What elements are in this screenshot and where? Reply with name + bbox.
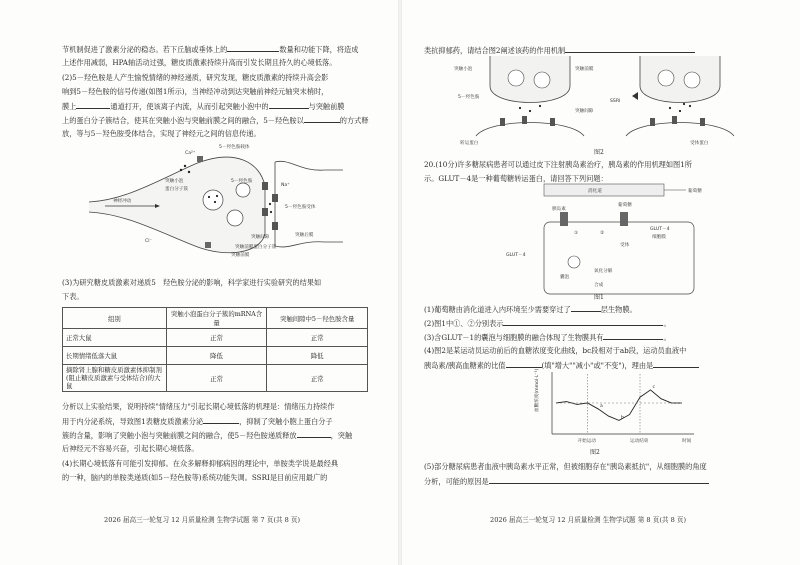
text-line: 上的蛋白分子簇结合，使其在突触小泡与突触前膜之间的融合，5－羟色胺以 的方式释	[62, 116, 369, 125]
table-cell: 正常	[267, 329, 368, 347]
text-line: 簇的含量，影响了突触小泡与突触前膜之间的融合，使5－羟色胺递质释放 ，突触	[62, 431, 353, 440]
table-cell: 降低	[166, 347, 267, 365]
text-line: 示。GLUT－4是一种葡萄糖转运蛋白，请回答下列问题：	[424, 174, 608, 183]
text-line: 类抗抑郁药，请结合图2阐述该药的作用机制	[424, 45, 695, 55]
figure-caption: 图1	[594, 294, 604, 301]
table-cell: 摘除肾上腺和糖皮质激素体抑制剂(阻止糖皮质激素与受体结合)的大鼠	[63, 365, 167, 392]
synaptic-vesicle	[227, 210, 243, 226]
table-header: 组别	[63, 308, 167, 329]
curve-point-label: c	[652, 384, 656, 390]
fig1-label: 突触前膜蛋白分子簇	[235, 245, 277, 250]
x-axis-label: 时间	[682, 439, 692, 444]
table-header: 突触间隙中5－羟色胺含量	[267, 308, 368, 329]
ssri-figure	[454, 56, 750, 148]
text-line: (1)葡萄糖由消化道进入内环境至少需要穿过了 层生物膜。	[424, 305, 637, 314]
right-page	[400, 0, 800, 565]
text-line: (2)图1中①、②分别表示 。	[424, 319, 671, 328]
fig1-label: Na⁺	[281, 183, 290, 188]
text-line: 上述作用减弱，HPA轴活动过强，糖皮质激素持续升高而引发长期且持久的心境低落。	[62, 58, 337, 67]
table-row	[63, 365, 368, 392]
curve-point-label: b	[621, 415, 624, 421]
table-cell: 正常	[166, 329, 267, 347]
synaptic-vesicle	[203, 190, 223, 210]
text-line: (3)为研究糖皮质激素对递质5 羟色胺分泌的影响，科学家进行实验研究的结果如	[62, 278, 322, 287]
table-row	[63, 329, 368, 347]
fig1-label: Ca²⁺	[185, 151, 196, 156]
fig1-label: 蛋白分子簇	[165, 187, 188, 192]
insulin-label: 胰岛素	[552, 207, 566, 212]
text-line: 下表。	[62, 292, 84, 301]
fig2-label: 突触间隙	[575, 109, 594, 114]
insulin-label: 囊泡	[560, 275, 570, 280]
channel-icon	[205, 242, 211, 248]
receptor-icon	[272, 222, 278, 230]
insulin-label: 合成	[594, 283, 604, 288]
fig1-label: 5－羟色胺载体	[219, 145, 250, 150]
figure-caption: 图2	[590, 449, 600, 456]
text-line: (4)长期心境低落有可能引发抑郁。在众多解释抑郁病因的理论中，单胺类学说是最经典	[62, 459, 339, 468]
presynaptic-terminal	[89, 157, 265, 253]
table-cell: 降低	[267, 347, 368, 365]
text-line: 的一种，脑内的单胺类递质(如5－羟色胺等)系统功能失调。SSRI是目前应用最广的	[62, 473, 328, 482]
text-line: 节机制促进了激素分泌的稳态。若下丘脑或垂体上的 数量和功能下降，将造成	[62, 45, 359, 54]
text-line: 放，等与5－羟色胺受体结合，实现了神经元之间的信息传递。	[62, 129, 261, 138]
fig2-label: SSRI	[610, 99, 621, 104]
fig1-label: 突触后膜	[295, 233, 314, 238]
insulin-label: 氧化分解	[594, 269, 613, 274]
channel-icon	[262, 208, 268, 216]
fig2-label: 受体蛋白	[690, 141, 709, 146]
table-cell: 正常大鼠	[63, 329, 167, 347]
text-line: 20.(10分)许多糖尿病患者可以通过皮下注射胰岛素治疗，胰岛素的作用机理如图1所	[424, 160, 692, 169]
figure-caption: 图2	[594, 149, 604, 156]
fig1-label: 突触前膜	[231, 253, 250, 258]
insulin-label: GLUT－4	[506, 253, 526, 258]
table-cell: 长期情绪低落大鼠	[63, 347, 167, 365]
insulin-label: 细胞膜	[652, 235, 666, 240]
glucose-chart	[532, 368, 702, 448]
text-line: (4)图2是某运动员运动前后的血糖浓度变化曲线，bc段相对于ab段，运动员血液中	[424, 346, 687, 355]
fig1-label: 5－羟色胺	[231, 179, 253, 184]
cell-outline	[544, 222, 694, 294]
channel-icon	[197, 156, 203, 162]
page-footer: 2026 届高三一轮复习 12 月质量检测 生物学试题 第 8 页(共 8 页)	[490, 516, 687, 524]
insulin-figure	[500, 182, 710, 294]
text-line: 膜上 通道打开，使该离子内流，从而引起突触小泡中的 与突触前膜	[62, 102, 345, 111]
glucose-series-line	[556, 390, 682, 421]
fig1-label: 神经冲动	[113, 199, 132, 204]
text-line: 分析以上实验结果，说明持续"情绪压力"引起长期心境低落的机理是：情绪压力持续作	[62, 402, 335, 411]
receptor-icon	[272, 194, 278, 202]
insulin-label: ②	[600, 231, 605, 236]
text-line: 胰岛素/胰高血糖素的比值 (填"增大""减小"或"不变")，理由是	[424, 360, 699, 370]
text-line: (3)含GLUT－1的囊泡与细胞膜的融合体现了生物膜具有 。	[424, 333, 671, 342]
fig1-label: 突触小泡	[165, 179, 184, 184]
insulin-label: 消化道	[588, 189, 602, 194]
table-header-row	[63, 308, 368, 329]
exercise-marker-label: 开始运动	[577, 439, 596, 444]
text-line: 响到5－羟色胺的信号传递(如图1所示)，当神经冲动到达突触前神经元轴突末梢时，	[62, 87, 329, 96]
page-footer: 2026 届高三一轮复习 12 月质量检测 生物学试题 第 7 页(共 8 页)	[104, 516, 301, 524]
synapse-normal	[476, 56, 584, 136]
insulin-label: 葡萄糖	[688, 189, 702, 194]
text-line: (5)部分糖尿病患者血液中胰岛素水平正常，但被细胞存在"胰岛素抵抗"，从细胞膜的角度	[424, 462, 707, 471]
results-table	[62, 307, 368, 392]
curve-point-label: a	[600, 403, 603, 409]
synapse-ssri	[626, 56, 734, 136]
text-line: 分析，可能的原因是	[424, 476, 709, 486]
synapse-figure	[85, 142, 345, 262]
fig1-label: 突触间隙	[251, 235, 270, 240]
y-axis-label: 血糖浓度(mmol·L⁻¹)	[535, 368, 540, 412]
table-header: 突触小泡蛋白分子簇的mRNA含量	[166, 308, 267, 329]
table-row	[63, 347, 368, 365]
table-cell: 正常	[267, 365, 368, 392]
insulin-label: 受体	[620, 243, 630, 248]
fig2-label: 突触前膜	[575, 67, 594, 72]
synaptic-vesicle	[236, 183, 250, 197]
fig2-label: 突触小泡	[454, 67, 473, 72]
channel-icon	[262, 182, 268, 190]
fig1-label: Cl⁻	[145, 239, 152, 244]
insulin-label: 葡萄糖	[618, 203, 632, 208]
exercise-marker-label: 运动结束	[630, 439, 649, 444]
text-line: 后神经元不容易兴奋，引起长期心境低落。	[62, 444, 199, 453]
insulin-label: ①	[574, 231, 579, 236]
fig2-label: 5－羟色胺	[458, 95, 480, 100]
text-line: (2)5－羟色胺是人产生愉悦情绪的神经递质，研究发现，糖皮质激素的持续升高会影	[62, 73, 329, 82]
text-line: 用于内分泌系统，导致图1表糖皮质激素分泌 ，抑制了突触小胞上蛋白分子	[62, 417, 333, 426]
table-cell: 正常	[166, 365, 267, 392]
fig2-label: 转运蛋白	[460, 141, 479, 146]
insulin-label: GLUT－4	[650, 227, 670, 232]
fig1-label: 5－羟色胺受体	[285, 205, 316, 210]
